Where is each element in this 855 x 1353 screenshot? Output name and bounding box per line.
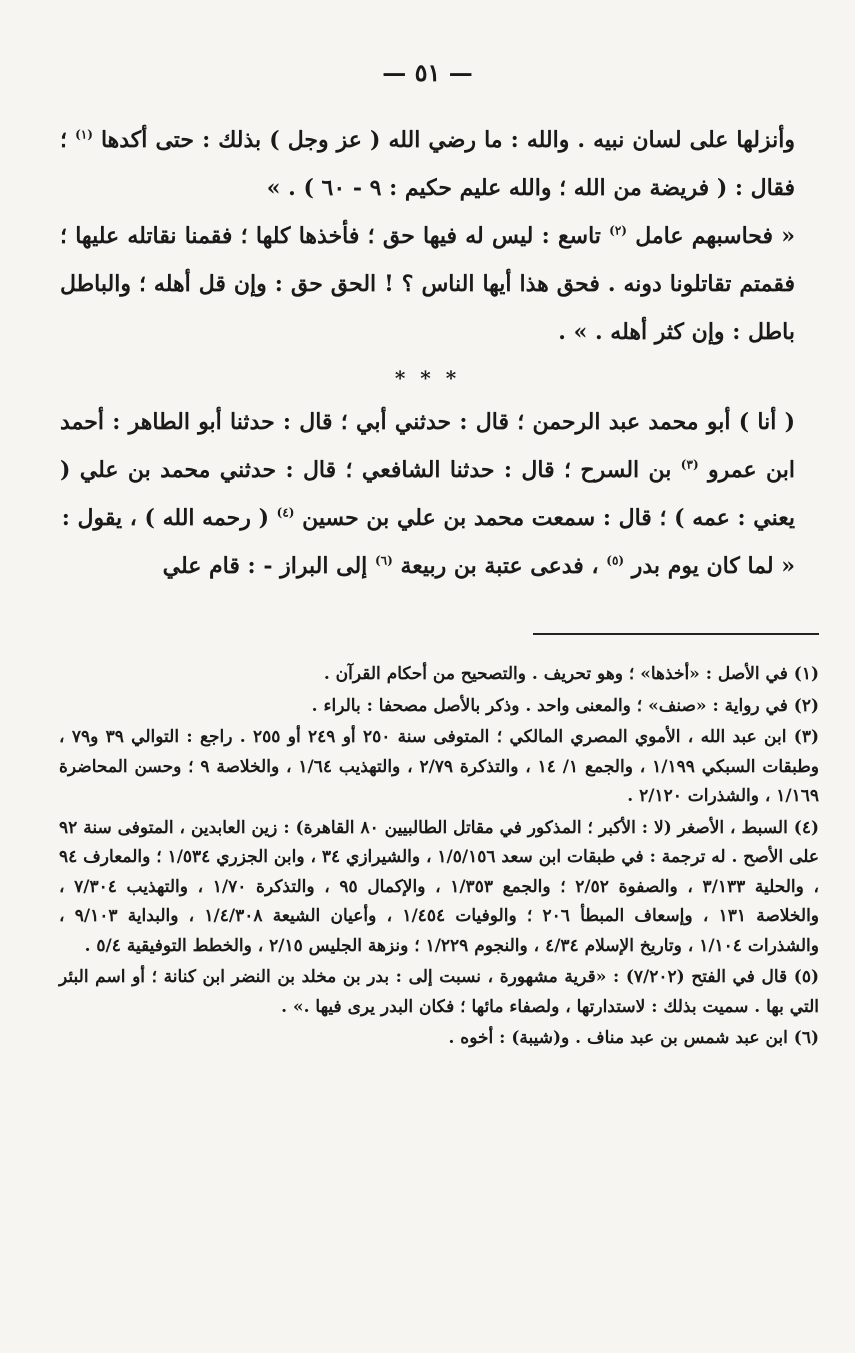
paragraph-isnad [60,398,795,542]
main-text [60,116,795,590]
paragraph-text: ( أنا ) أبو محمد عبد الرحمن ؛ قال : حدثني أبي ؛ قال : حدثنا أبو الطاهر : أحمد ابن عمرو [60,409,795,483]
footnote-ref-1: (١) [75,127,93,142]
footnote-5: (٥) قال في الفتح (٧/٢٠٢) : «قرية مشهورة ، نسبت إلى : بدر بن مخلد بن النضر ابن كنانة ؛ أو اسم البئر التي بها . سميت بذلك : لاستدارتها ، ولصفاء مائها ؛ فكان البدر يرى فيها .» . [59,967,819,1017]
footnote-1: (١) في الأصل : «أخذها» ؛ وهو تحريف . والتصحيح من أحكام القرآن . [323,664,819,684]
section-separator: * * * [394,366,461,390]
footnote-ref-3: (٣) [680,457,699,472]
page-number: — ٥١ — [382,58,473,87]
paragraph-text: ؛ فقال : ( فريضة من الله ؛ والله عليم حكيم : ٩ - ٦٠ ) . » [60,127,795,201]
footnote-ref-2: (٢) [609,223,627,238]
paragraph-text: إلى البراز - : قام علي [162,553,368,579]
paragraph-text: ، فدعى عتبة بن ربيعة [400,553,599,579]
paragraph-text: تاسع : ليس له فيها حق ؛ فأخذها كلها ؛ فقمنا نقاتله عليها ؛ فقمتم تقاتلونا دونه . فحق هذا أيها الناس ؟ ! الحق حق : وإن قل أهله ؛ والباطل باطل : وإن كثر أهله . » . [60,223,795,345]
footnote-4: (٤) السبط ، الأصغر (لا : الأكبر ؛ المذكور في مقاتل الطالبيين ٨٠ القاهرة) : زين العابدين ، المتوفى سنة ٩٢ على الأصح . له ترجمة : في طبقات ابن سعد ١/٥/١٥٦ ، والشيرازي ٣٤ ، وابن الجزري ١/٥٣٤ ؛ والمعارف ٩٤ ، والحلية ٣/١٣٣ ، والصفوة ٢/٥٢ ؛ والجمع ١/٣٥٣ ، والإكمال ٩٥ ، والتذكرة ١/٧٠ ، والتهذيب ٧/٣٠٤ ، والخلاصة ١٣١ ، وإسعاف المبطأ ٢٠٦ ؛ والوفيات ١/٤٥٤ ، وأعيان الشيعة ١/٤/٣٠٨ ، والبداية ٩/١٠٣ ، والشذرات ١/١٠٤ ، وتاريخ الإسلام ٤/٣٤ ، والنجوم ١/٢٢٩ ؛ ونزهة الجليس ٢/١٥ ، والخطط التوفيقية ٥/٤ . [59,817,820,956]
paragraph-text: ( رحمه الله ) ، يقول : [61,505,269,531]
paragraph-text: بن السرح ؛ قال : حدثنا الشافعي ؛ قال : حدثني محمد بن علي ( يعني : عمه ) ؛ قال : سمعت محمد بن علي بن حسين [60,457,795,531]
paragraph-text: « لما كان يوم بدر [631,553,795,579]
paragraph-text: وأنزلها على لسان نبيه . والله : ما رضي الله ( عز وجل ) بذلك : حتى أكدها [100,127,795,153]
footnote-6: (٦) ابن عبد شمس بن عبد مناف . و(شيبة) : أخوه . [448,1028,819,1048]
footnote-3: (٣) ابن عبد الله ، الأموي المصري المالكي ؛ المتوفى سنة ٢٥٠ أو ٢٤٩ أو ٢٥٥ . راجع : التوالي ٣٩ و٧٩ ، وطبقات السبكي ١/١٩٩ ، والجمع ١/ ١٤ ، والتذكرة ٢/٧٩ ، والتهذيب ١/٦٤ ، والخلاصة ٩ ؛ وحسن المحاضرة ١/١٦٩ ، والشذرات ٢/١٢٠ . [59,727,819,806]
paragraph-badr [60,542,795,590]
footnote-ref-6: (٦) [374,553,393,568]
footnotes [59,660,819,1056]
footnote-divider [533,633,819,635]
footnote-2: (٢) في رواية : «صنف» ؛ والمعنى واحد . وذكر بالأصل مصحفا : بالراء . [311,695,819,716]
paragraph-text: « فحاسبهم عامل [635,223,795,249]
paragraph-hadith-quote [60,212,795,356]
paragraph-verse-end [60,116,795,212]
footnote-ref-4: (٤) [276,505,295,520]
footnote-ref-5: (٥) [606,553,625,568]
